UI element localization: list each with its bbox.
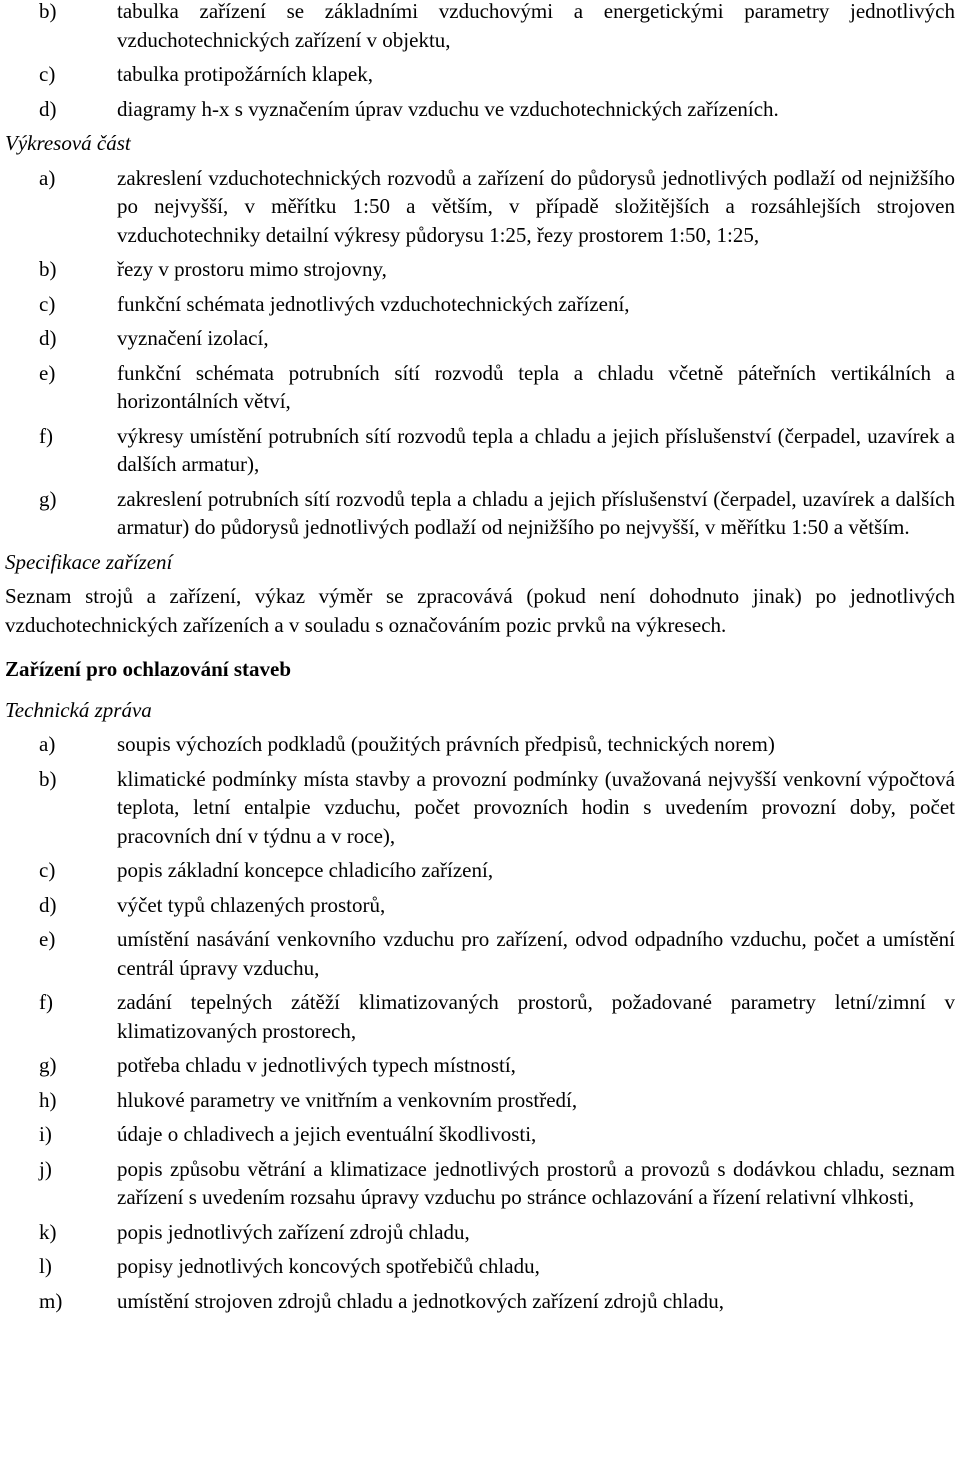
list-item [5,1051,955,1080]
list-item-text: zakreslení potrubních sítí rozvodů tepla a chladu a jejich příslušenství (čerpadel, uzavírek a dalších armatur) do půdorysů jednotlivých podlaží od nejnižšího po nejvyšší, v měřítku 1:50 a větším. [117,486,955,539]
list-item-text: hlukové parametry ve vnitřním a venkovním prostředí, [117,1087,578,1112]
top-list [5,0,955,123]
list-item-label: f) [39,423,53,448]
list-item [5,1218,955,1247]
list-item-label: e) [39,927,56,951]
list-item-text: funkční schémata potrubních sítí rozvodů tepla a chladu včetně páteřních vertikálních a horizontálních větví, [117,360,955,413]
list-item-text: umístění strojoven zdrojů chladu a jednotkových zařízení zdrojů chladu, [117,1288,725,1313]
list-item [5,765,955,851]
list-item-text: diagramy h-x s vyznačením úprav vzduchu ve vzduchotechnických zařízeních. [117,96,779,121]
list-item-text: tabulka protipožárních klapek, [117,62,373,86]
list-item-text: výkresy umístění potrubních sítí rozvodů tepla a chladu a jejich příslušenství (čerpadel, uzavírek a dalších armatur), [117,423,955,476]
list-item [5,164,955,250]
list-item [5,1252,955,1281]
list-item-label: d) [39,326,57,350]
list-item-label: g) [39,486,57,511]
list-item-text: výčet typů chlazených prostorů, [117,892,386,917]
list-item [5,891,955,920]
paragraph: Seznam strojů a zařízení, výkaz výměr se zpracovává (pokud není dohodnuto jinak) po jednotlivých vzduchotechnických zařízeních a v souladu s označováním pozic prvků na výkresech. [5,584,955,637]
list-item-text: funkční schémata jednotlivých vzduchotechnických zařízení, [117,291,630,316]
list-item-text: popisy jednotlivých koncových spotřebičů chladu, [117,1254,540,1278]
list-item-label: d) [39,96,57,121]
list-item [5,95,955,124]
list-item [5,730,955,759]
list-item-text: řezy v prostoru mimo strojovny, [117,257,387,281]
list-item-text: popis způsobu větrání a klimatizace jednotlivých prostorů a provozů s dodávkou chladu, seznam zařízení s uvedením rozsahu úpravy vzduchu po stránce ochlazování a řízení relativní vlhkosti, [117,1156,955,1209]
list-item-label: a) [39,732,56,756]
list-item [5,422,955,479]
list-item-text: vyznačení izolací, [117,326,269,350]
list-item [5,359,955,416]
list-item-label: i) [39,1122,52,1146]
list-item-label: e) [39,360,56,385]
list-item-label: c) [39,858,56,882]
list-item-label: d) [39,892,57,917]
chapter-heading: Zařízení pro ochlazování staveb [5,657,292,681]
list-item [5,255,955,284]
vykresova-section [5,129,955,542]
list-item-label: c) [39,291,56,316]
list-item-text: zakreslení vzduchotechnických rozvodů a zařízení do půdorysů jednotlivých podlaží od nejnižšího po nejvyšší, v měřítku 1:50 a větším, v případě složitějších a rozsáhlejších strojoven vzduchotechniky detailní výkresy půdorysu 1:25, řezy prostorem 1:50, 1:25, [117,165,955,247]
list-item [5,60,955,89]
specifikace-section [5,548,955,640]
list-item-text: klimatické podmínky místa stavby a provozní podmínky (uvažovaná nejvyšší venkovní výpočtová teplota, letní entalpie vzduchu, počet provozních hodin s uvedením provozní doby, počet pracovních dní v týdnu a v roce), [117,766,955,848]
list-item-text: zadání tepelných zátěží klimatizovaných prostorů, požadované parametry letní/zimní v klimatizovaných prostorech, [117,990,955,1043]
list-item [5,1287,955,1316]
list-item-label: b) [39,0,57,23]
list-item-label: f) [39,990,53,1014]
list-item [5,988,955,1045]
list-item-label: k) [39,1219,57,1244]
list-item [5,485,955,542]
list-item-label: h) [39,1087,57,1112]
list-item-label: j) [39,1156,52,1181]
list-item-label: b) [39,257,57,281]
section-heading: Technická zpráva [5,697,152,722]
list-item [5,290,955,319]
list-item [5,0,955,54]
list-item-text: popis jednotlivých zařízení zdrojů chladu, [117,1219,470,1244]
list-item-label: m) [39,1288,63,1313]
section-heading: Specifikace zařízení [5,549,173,574]
list-item-label: a) [39,165,56,190]
list-item [5,1155,955,1212]
list-item-label: g) [39,1053,57,1077]
list-item-label: c) [39,62,56,86]
list-item-text: tabulka zařízení se základními vzduchovými a energetickými parametry jednotlivých vzduchotechnických zařízení v objektu, [117,0,955,52]
list-item [5,1120,955,1149]
list-item-text: údaje o chladivech a jejich eventuální škodlivosti, [117,1122,537,1146]
list-item-text: popis základní koncepce chladicího zařízení, [117,858,494,882]
list-item-text: potřeba chladu v jednotlivých typech místností, [117,1053,516,1077]
list-item-label: b) [39,766,57,791]
list-item [5,925,955,982]
list-item-text: umístění nasávání venkovního vzduchu pro zařízení, odvod odpadního vzduchu, počet a umístění centrál úpravy vzduchu, [117,927,955,980]
section-heading: Výkresová část [5,131,131,155]
list-item-text: soupis výchozích podkladů (použitých právních předpisů, technických norem) [117,732,775,756]
list-item [5,1086,955,1115]
list-item-label: l) [39,1254,52,1278]
technicka-section [5,696,955,1316]
list-item [5,856,955,885]
list-item [5,324,955,353]
